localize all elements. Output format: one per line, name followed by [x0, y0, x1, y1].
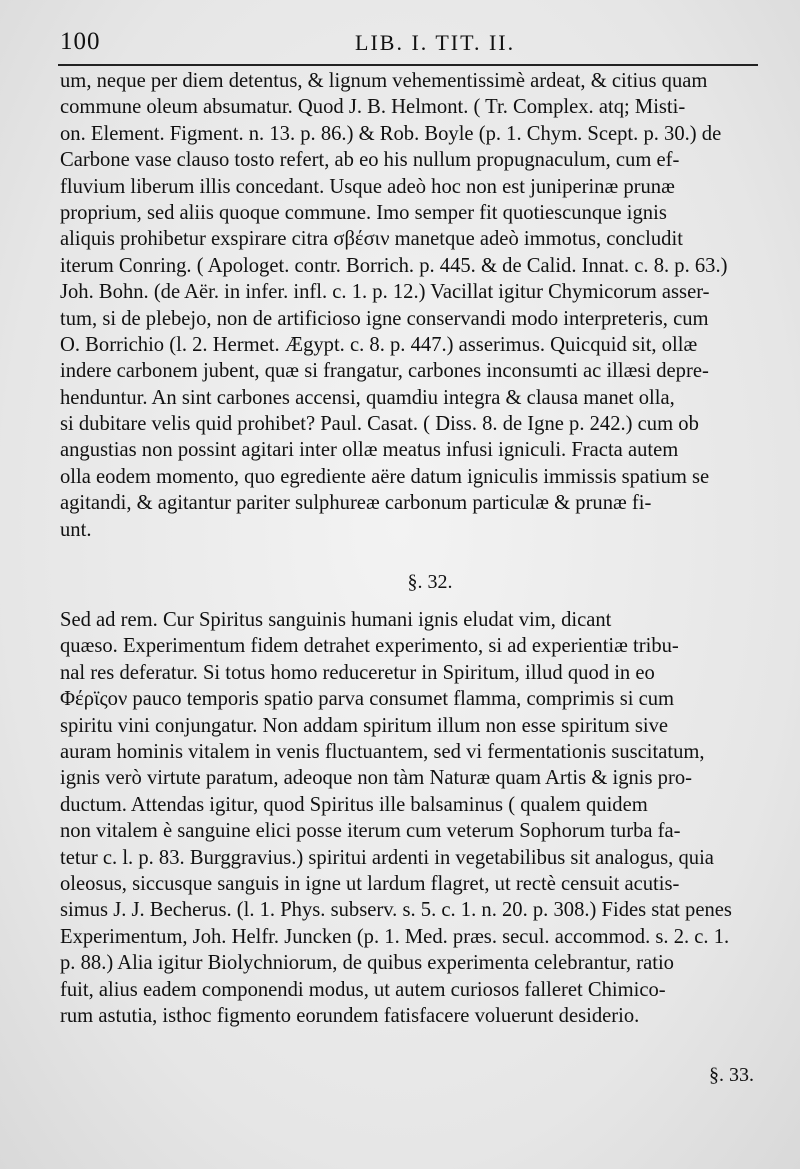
text-line: agitandi, & agitantur pariter sulphureæ carbonum particulæ & prunæ fi-: [60, 492, 652, 515]
text-line: simus J. J. Becherus. (l. 1. Phys. subserv. s. 5. c. 1. n. 20. p. 308.) Fides stat penes: [60, 899, 732, 922]
text-line: non vitalem è sanguine elici posse iterum cum veterum Sophorum turba fa-: [60, 820, 681, 843]
text-line: on. Element. Figment. n. 13. p. 86.) & Rob. Boyle (p. 1. Chym. Scept. p. 30.) de: [60, 122, 722, 145]
text-line: spiritu vini conjungatur. Non addam spiritum illum non esse spiritum sive: [60, 714, 669, 737]
text-line: tetur c. l. p. 83. Burggravius.) spiritui ardenti in vegetabilibus sit analogus, quia: [60, 846, 714, 869]
text-line: Sed ad rem. Cur Spiritus sanguinis humani ignis eludat vim, dicant: [60, 609, 612, 632]
text-line: O. Borrichio (l. 2. Hermet. Ægypt. c. 8. p. 447.) asserimus. Quicquid sit, ollæ: [60, 333, 698, 356]
text-line: indere carbonem jubent, quæ si frangatur, carbones inconsumti ac illæsi depre-: [60, 360, 709, 383]
text-line: um, neque per diem detentus, & lignum vehementissimè ardeat, & citius quam: [60, 70, 708, 92]
text-line: olla eodem momento, quo egrediente aëre datum igniculis immissis spatium se: [60, 465, 710, 488]
text-line: angustias non possint agitari inter ollæ meatus infusi igniculi. Fracta autem: [60, 439, 679, 462]
text-line: fluvium liberum illis concedant. Usque adeò hoc non est juniperinæ prunæ: [60, 175, 675, 198]
text-line: unt.: [60, 518, 92, 541]
text-line: commune oleum absumatur. Quod J. B. Helmont. ( Tr. Complex. atq; Misti-: [60, 96, 686, 119]
text-line: aliquis prohibetur exspirare citra σβέσιν manetque adeò immotus, concludit: [60, 228, 683, 251]
text-line: Carbone vase clauso tosto refert, ab eo his nullum propugnaculum, cum ef-: [60, 149, 680, 172]
body-text: [60, 68, 760, 1029]
text-line: ignis verò virtute paratum, adeoque non tàm Naturæ quam Artis & ignis pro-: [60, 767, 692, 790]
heading-gap: [60, 597, 760, 607]
text-line: tum, si de plebejo, non de artificioso igne conservandi modo interpreteris, cum: [60, 307, 709, 330]
text-line: Φέρϊςον pauco temporis spatio parva consumet flamma, comprimis si cum: [60, 688, 675, 711]
text-line: rum astutia, isthoc figmento eorundem fatisfacere voluerunt desiderio.: [60, 1004, 640, 1027]
text-line: ductum. Attendas igitur, quod Spiritus ille balsaminus ( qualem quidem: [60, 793, 648, 816]
text-line: proprium, sed aliis quoque commune. Imo semper fit quotiescunque ignis: [60, 201, 667, 224]
text-line: oleosus, siccusque sanguis in igne ut lardum flagret, ut rectè censuit acutis-: [60, 872, 680, 895]
running-head: [60, 28, 760, 64]
text-line: Joh. Bohn. (de Aër. in infer. infl. c. 1. p. 12.) Vacillat igitur Chymicorum asser-: [60, 281, 710, 304]
text-line: auram hominis vitalem in venis fluctuantem, sed vi fermentationis suscitatum,: [60, 740, 705, 763]
text-line: fuit, alius eadem componendi modus, ut autem curiosos falleret Chimico-: [60, 978, 666, 1001]
header-rule: [58, 64, 758, 66]
paragraph-gap: [60, 543, 760, 567]
paragraph-continuation: [60, 68, 760, 543]
page-number: 100: [60, 28, 101, 55]
text-line: quæso. Experimentum fidem detrahet experimento, si ad experientiæ tribu-: [60, 635, 679, 658]
running-title: LIB. I. TIT. II.: [355, 30, 516, 55]
text-line: si dubitare velis quid prohibet? Paul. Casat. ( Diss. 8. de Igne p. 242.) cum ob: [60, 413, 699, 436]
text-line: nal res deferatur. Si totus homo reduceretur in Spiritum, illud quod in eo: [60, 661, 655, 684]
catch-word: §. 33.: [709, 1064, 754, 1086]
paragraph-section-32: [60, 607, 760, 1029]
text-line: henduntur. An sint carbones accensi, quamdiu integra & clausa manet olla,: [60, 386, 675, 409]
section-heading: §. 32.: [407, 571, 453, 594]
text-line: iterum Conring. ( Apologet. contr. Borrich. p. 445. & de Calid. Innat. c. 8. p. 63.): [60, 254, 728, 277]
text-line: Experimentum, Joh. Helfr. Juncken (p. 1. Med. præs. secul. accommod. s. 2. c. 1.: [60, 925, 730, 948]
text-line: p. 88.) Alia igitur Biolychniorum, de quibus experimenta celebrantur, ratio: [60, 952, 674, 975]
